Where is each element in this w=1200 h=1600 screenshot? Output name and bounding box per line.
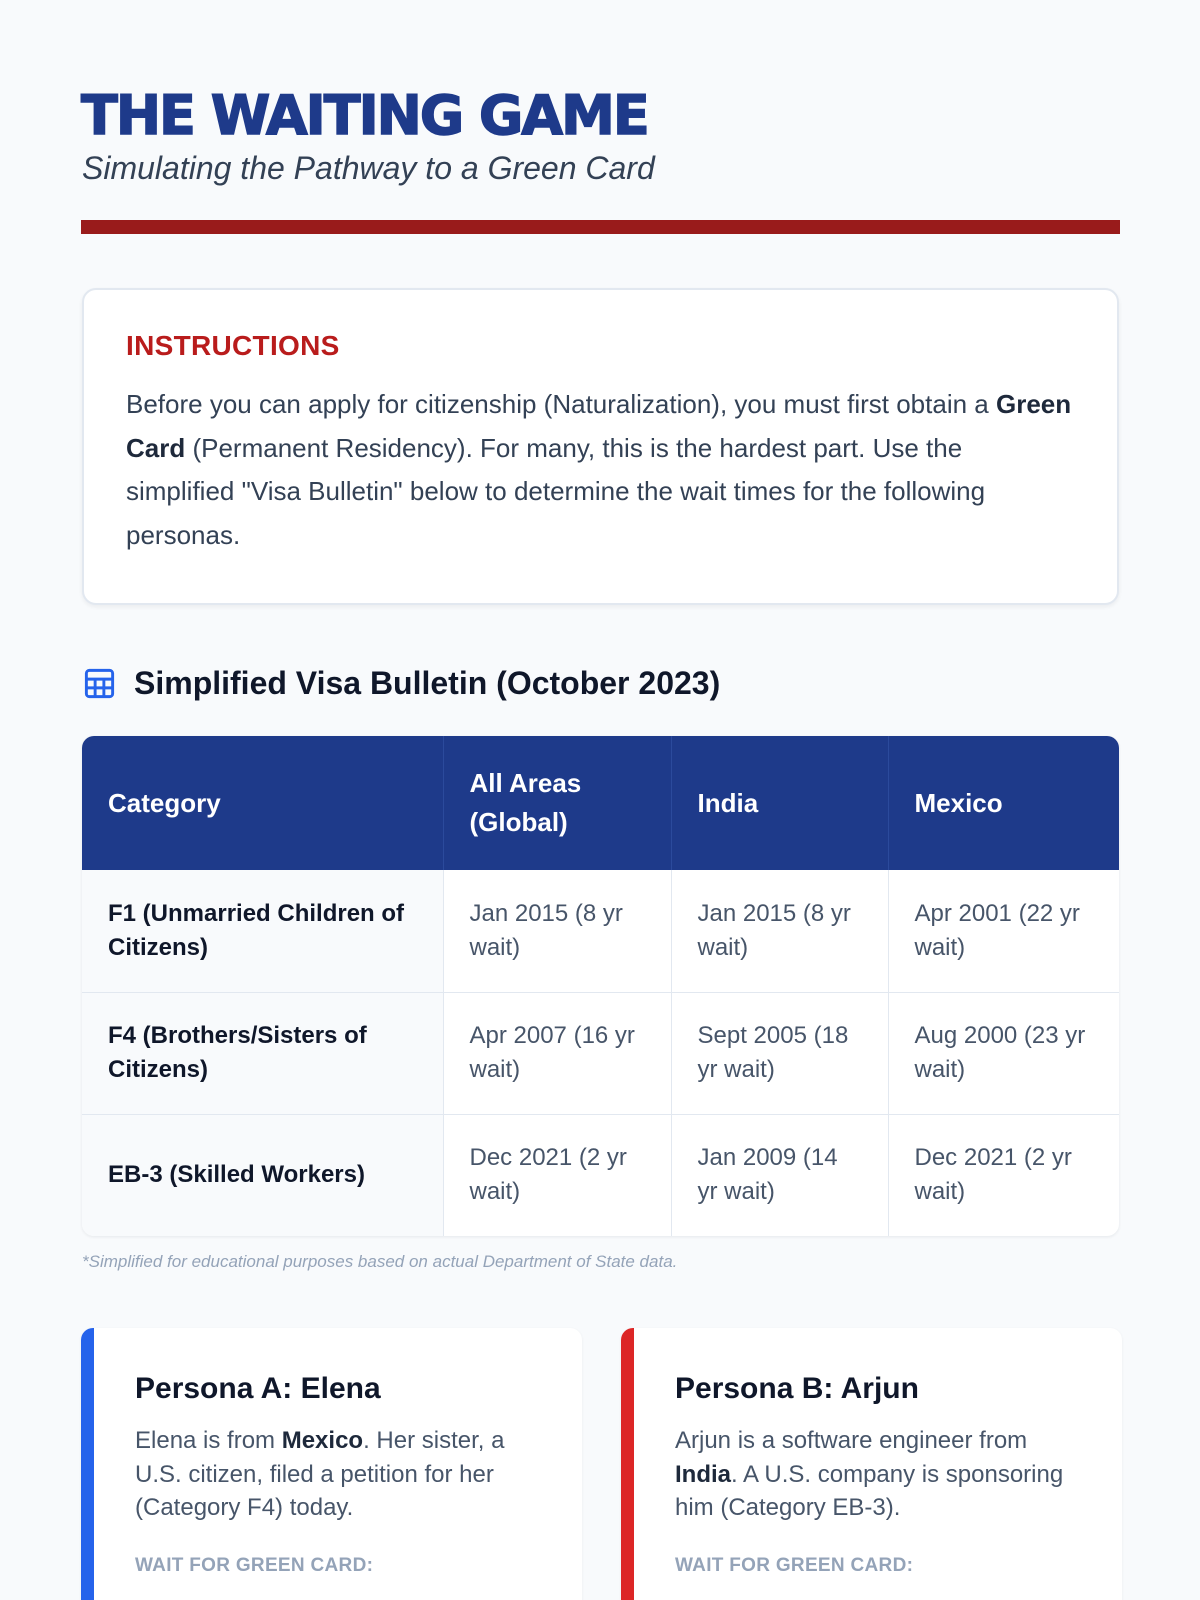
- date-cell: Jan 2015 (8 yr wait): [443, 870, 671, 992]
- wait-label: WAIT FOR GREEN CARD:: [135, 1554, 374, 1576]
- persona-description: [135, 1424, 542, 1525]
- persona-text-part: Arjun is a software engineer from: [675, 1427, 1028, 1454]
- instructions-bold: Green Card: [126, 389, 1072, 463]
- date-cell: Apr 2007 (16 yr wait): [443, 992, 671, 1114]
- persona-card-elena: [81, 1328, 582, 1600]
- table-header-row: [82, 736, 1119, 870]
- instructions-text-part: (Permanent Residency). For many, this is the hardest part. Use the simplified "Visa Bulletin" below to determine the wait times for the following personas.: [126, 432, 986, 550]
- persona-text-part: . Her sister, a U.S. citizen, filed a petition for her (Category F4) today.: [135, 1427, 505, 1521]
- persona-country: India: [675, 1460, 732, 1488]
- instructions-heading: INSTRUCTIONS: [126, 330, 340, 361]
- persona-title: Persona B: Arjun: [675, 1372, 919, 1405]
- category-cell: EB-3 (Skilled Workers): [82, 1114, 443, 1236]
- table-row: [82, 870, 1119, 992]
- date-cell: Dec 2021 (2 yr wait): [443, 1114, 671, 1236]
- category-cell: F1 (Unmarried Children of Citizens): [82, 870, 443, 992]
- column-header: Category: [82, 736, 443, 870]
- header-divider: [81, 220, 1120, 234]
- page-title: THE WAITING GAME: [81, 84, 648, 147]
- persona-description: [675, 1424, 1082, 1525]
- table-icon: [82, 666, 117, 701]
- persona-text-part: . A U.S. company is sponsoring him (Category EB-3).: [675, 1460, 1064, 1521]
- persona-country: Mexico: [281, 1427, 364, 1454]
- table-footnote: *Simplified for educational purposes based on actual Department of State data.: [82, 1252, 678, 1271]
- table-row: [82, 1114, 1119, 1236]
- category-cell: F4 (Brothers/Sisters of Citizens): [82, 992, 443, 1114]
- column-header: India: [671, 736, 888, 870]
- instructions-text-part: Before you can apply for citizenship (Naturalization), you must first obtain a: [126, 389, 996, 419]
- column-header: All Areas (Global): [443, 736, 671, 870]
- column-header: Mexico: [888, 736, 1119, 870]
- date-cell: Sept 2005 (18 yr wait): [671, 992, 888, 1114]
- wait-label: WAIT FOR GREEN CARD:: [675, 1554, 914, 1576]
- date-cell: Apr 2001 (22 yr wait): [914, 899, 1080, 961]
- table-row: [82, 992, 1119, 1114]
- date-cell: Aug 2000 (23 yr wait): [888, 992, 1119, 1114]
- instructions-card: [82, 288, 1119, 605]
- persona-text-part: Elena is from: [135, 1427, 282, 1454]
- date-cell: Dec 2021 (2 yr wait): [888, 1114, 1119, 1236]
- visa-bulletin-table: [82, 736, 1119, 1236]
- bulletin-title: Simplified Visa Bulletin (October 2023): [134, 664, 721, 701]
- page-subtitle: Simulating the Pathway to a Green Card: [82, 150, 655, 186]
- date-cell: Jan 2009 (14 yr wait): [671, 1114, 888, 1236]
- date-cell: Jan 2015 (8 yr wait): [671, 870, 888, 992]
- instructions-text: [126, 383, 1075, 557]
- persona-title: Persona A: Elena: [135, 1372, 381, 1405]
- persona-card-arjun: [621, 1328, 1122, 1600]
- bulletin-heading: [82, 663, 720, 703]
